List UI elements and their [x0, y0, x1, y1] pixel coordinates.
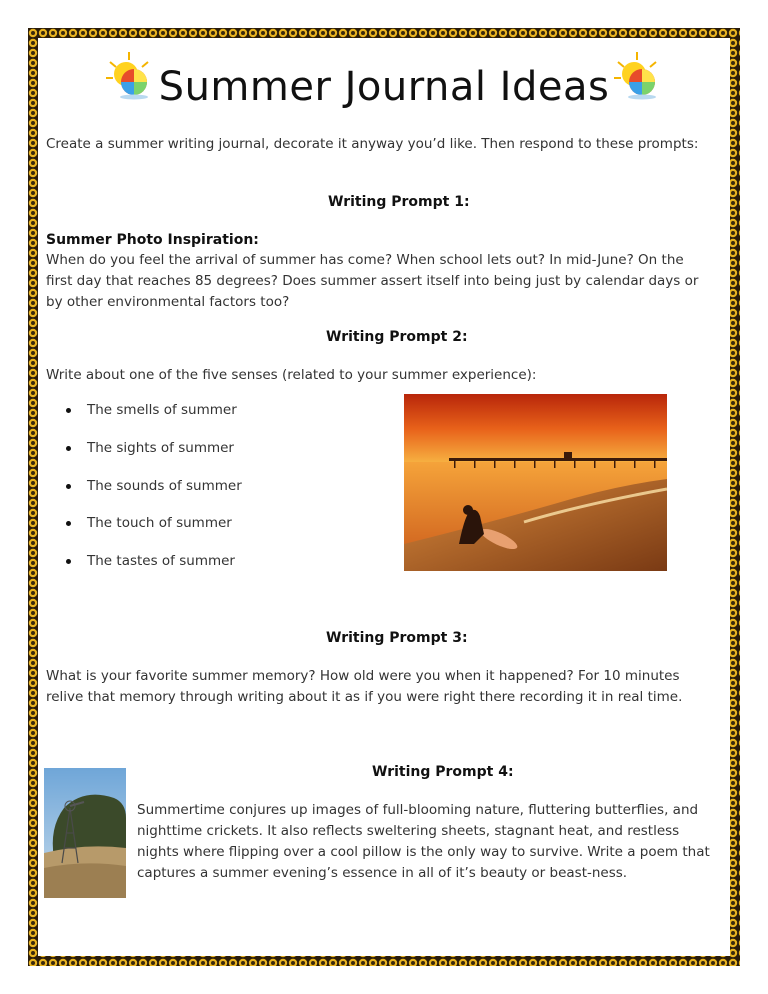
prompt2-heading: Writing Prompt 2:: [326, 329, 468, 345]
list-item-label: The sights of summer: [87, 440, 234, 456]
bullet-icon: [66, 521, 71, 526]
bullet-icon: [66, 559, 71, 564]
sun-beach-ball-icon: [612, 50, 662, 100]
list-item: [66, 553, 235, 569]
list-item: [66, 402, 237, 418]
title-row: [44, 50, 724, 120]
prompt1-subheading: Summer Photo Inspiration:: [46, 232, 259, 248]
prompt4-heading: Writing Prompt 4:: [372, 764, 514, 780]
windmill-photo: [44, 768, 126, 898]
list-item-label: The touch of summer: [87, 515, 232, 531]
prompt1-text: When do you feel the arrival of summer has come? When school lets out? In mid-June? On the first day that reaches 85 degrees? Does summer assert itself into being just by calendar days or by other environmental factors too?: [46, 252, 699, 310]
list-item: [66, 515, 232, 531]
list-item-label: The smells of summer: [87, 402, 237, 418]
prompt4-text: Summertime conjures up images of full-blooming nature, fluttering butterflies, and nighttime crickets. It also reflects sweltering sheets, stagnant heat, and restless nights where flipping over a cool pillow is the only way to survive. Write a poem that captures a summer evening’s essence in all of it’s beauty or beast-ness.: [137, 802, 710, 881]
list-item: [66, 478, 242, 494]
sunset-beach-photo: [404, 394, 667, 571]
prompt1-heading: Writing Prompt 1:: [328, 194, 470, 210]
bullet-icon: [66, 446, 71, 451]
list-item-label: The sounds of summer: [87, 478, 242, 494]
page-title: Summer Journal Ideas: [158, 64, 610, 110]
list-item: [66, 440, 234, 456]
bullet-icon: [66, 408, 71, 413]
prompt2-text: Write about one of the five senses (related to your summer experience):: [46, 367, 537, 383]
list-item-label: The tastes of summer: [87, 553, 235, 569]
intro-text: Create a summer writing journal, decorate it anyway you’d like. Then respond to these prompts:: [46, 136, 699, 152]
prompt3-text: What is your favorite summer memory? How old were you when it happened? For 10 minutes relive that memory through writing about it as if you were right there recording it in real time.: [46, 668, 683, 705]
bullet-icon: [66, 484, 71, 489]
prompt3-heading: Writing Prompt 3:: [326, 630, 468, 646]
